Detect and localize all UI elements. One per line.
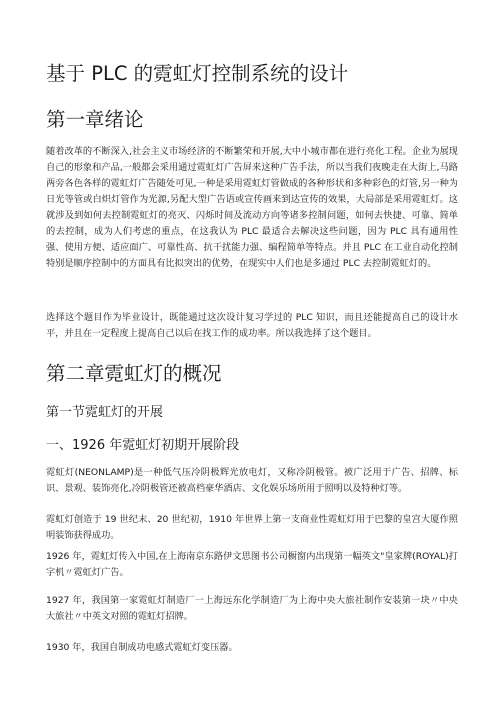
chapter-1-paragraph-1: 随着改革的不断深入,社会主义市场经济的不断繁荣和开展,大中小城市都在进行亮化工程。企业为展现自己的形象和产品,一般都会采用通过霓虹灯广告屏来这种广告手法，所以当我们夜晚走在大街上,马路两旁各色各样的霓虹灯广告随处可见,一种是采用霓虹灯管做成的各种形状和多种彩色的灯管,另一种为日光等管或白炽灯管作为光源,另配大型广告语或宣传画来到达宣传的效果，大局部是采用霓虹灯。这就涉及到如何去控制霓虹灯的亮灭、闪烁时间及流动方向等诸多控制问题，如何去快捷、可靠、简单的去控制，成为人们考虑的重点，在这我认为 PLC 最适合去解决这些问题，因为 PLC 具有通用性强、使用方便、适应面广、可靠性高、抗干扰能力强、编程简单等特点。并且 PLC 在工业自动化控制特别是顺序控制中的方面具有比拟突出的优势，在现实中人们也是多通过 PLC 去控制霓虹灯的。 [46,146,458,269]
chapter-2-paragraph-2: 霓虹灯创造于 19 世纪末、20 世纪初，1910 年世界上第一支商业性霓虹灯用于巴黎的皇宫大厦作照明装饰获得成功。 [46,514,458,541]
chapter-2-paragraph-5: 1930 年，我国自制成功电感式霓虹灯变压器。 [46,642,238,653]
section-1-heading: 第一节霓虹灯的开展 [46,405,164,420]
chapter-1-paragraph-2: 选择这个题目作为毕业设计，既能通过这次设计复习学过的 PLC 知识，而且还能提高自己的设计水平，并且在一定程度上提高自己以后在找工作的成功率。所以我选择了这个题目。 [46,312,458,339]
chapter-2-paragraph-1: 霓虹灯(NEONLAMP)是一种低气压冷阴极辉光放电灯，又称冷阴极管。被广泛用于广告、招牌、标识、景观、装饰亮化,冷阴极管还被高档豪华酒店、文化娱乐场所用于照明以及特种灯等。 [46,467,458,494]
document-title: 基于 PLC 的霓虹灯控制系统的设计 [46,62,349,85]
chapter-2-paragraph-4: 1927 年，我国第一家霓虹灯制造厂一上海远东化学制造厂为上海中央大旅社制作安装第一块〃中央大旅社〃中英文对照的霓虹灯招牌。 [46,595,458,622]
chapter-1-heading: 第一章绪论 [46,108,144,131]
chapter-2-paragraph-3: 1926 年，霓虹灯传入中国,在上海南京东路伊文思图书公司橱窗内出现第一幅英文"皇家牌(ROYAL)打字机〃霓虹灯广告。 [46,551,458,578]
chapter-2-heading: 第二章霓虹灯的概况 [46,362,222,385]
subsection-1-heading: 一、1926 年霓虹灯初期开展阶段 [46,438,240,453]
